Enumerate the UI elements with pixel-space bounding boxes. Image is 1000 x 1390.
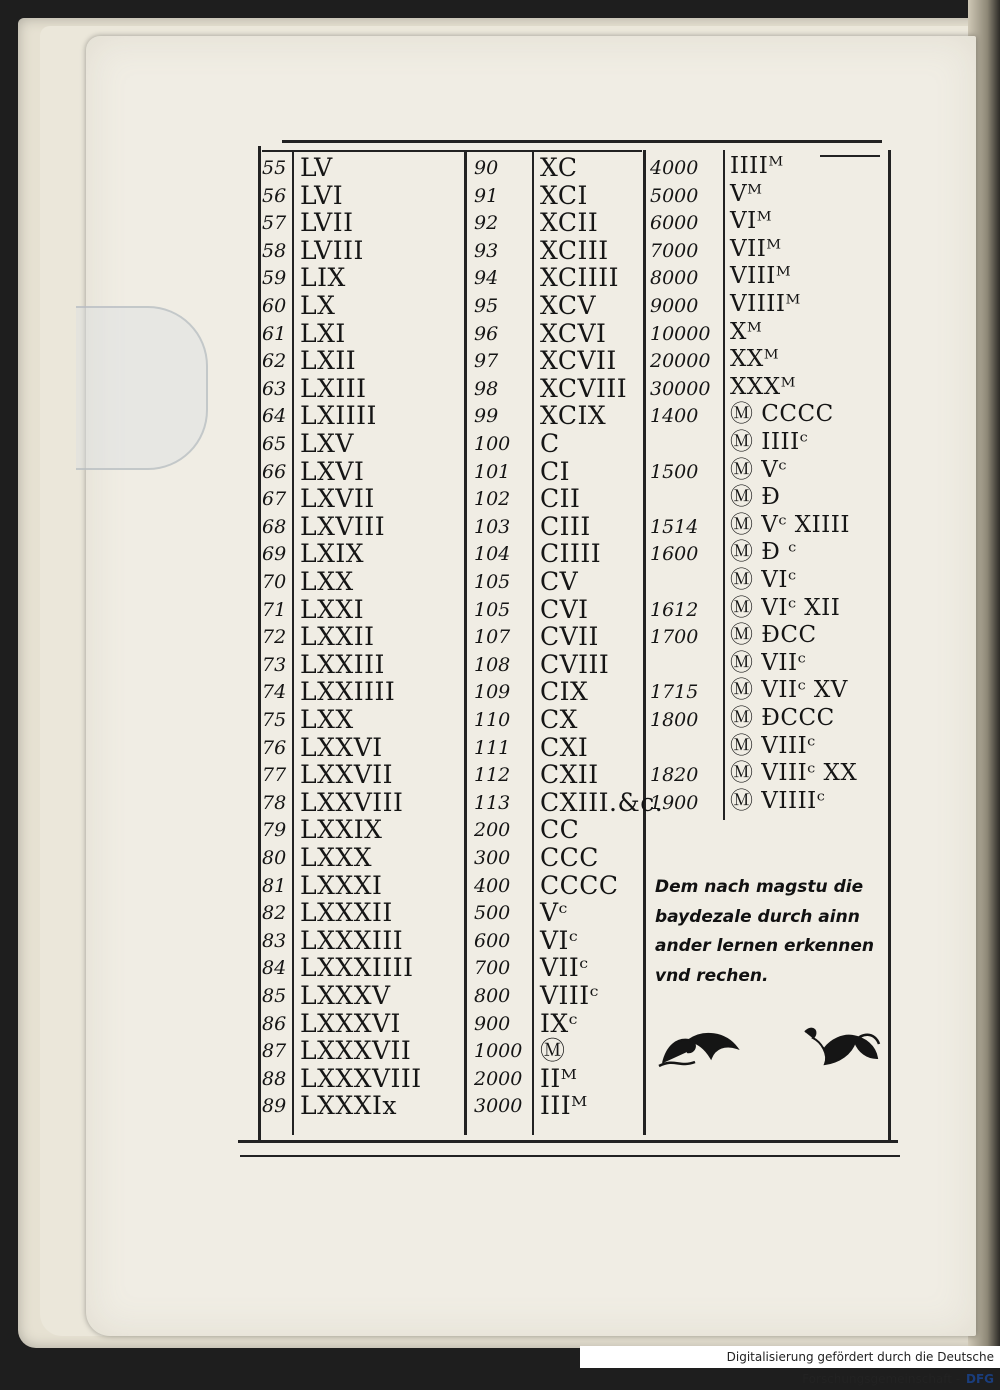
roman-numeral: VIIIᴹ [730, 263, 792, 290]
roman-numeral: LXVII [300, 484, 375, 514]
arabic-number: 73 [262, 653, 287, 676]
arabic-number: 97 [474, 350, 499, 373]
roman-numeral: XCI [540, 180, 588, 210]
roman-numeral: XCVII [540, 346, 617, 376]
roman-numeral: XCVIII [540, 373, 628, 403]
arabic-number: 1820 [650, 764, 699, 787]
roman-numeral: XCV [540, 291, 597, 320]
arabic-number: 72 [262, 626, 287, 649]
arabic-number: 1800 [650, 709, 699, 731]
roman-numeral: VIIᶜ [540, 953, 589, 983]
table-bottom-rule-inner [240, 1155, 900, 1157]
roman-numeral: LXV [300, 429, 354, 458]
roman-numeral: VIᴹ [730, 208, 773, 235]
arabic-number: 105 [474, 571, 511, 593]
roman-numeral: LVIII [300, 235, 364, 265]
roman-numeral: Ⓜ VIᶜ XII [730, 594, 841, 621]
col1-col2-divider [464, 150, 467, 1135]
roman-numeral: Ⓜ VIIIIᶜ [730, 787, 826, 814]
arabic-number: 1700 [650, 626, 699, 649]
table-top-rule-inner [262, 150, 642, 152]
arabic-number: 4000 [650, 157, 699, 179]
table-right-border [888, 150, 891, 1140]
roman-numeral: LXXXV [300, 981, 391, 1010]
arabic-number: 79 [262, 819, 287, 842]
roman-numeral: LXXIII [300, 649, 385, 679]
arabic-number: 1715 [650, 681, 699, 704]
note-line: vnd rechen. [655, 965, 769, 986]
roman-numeral: Ⓜ Ð ᶜ [730, 539, 797, 566]
closing-note [655, 873, 891, 991]
arabic-number: 77 [262, 764, 287, 787]
arabic-number: 67 [262, 488, 287, 511]
roman-numeral: CIX [540, 677, 589, 707]
roman-numeral: VIᶜ [540, 925, 579, 955]
digitization-footer [580, 1346, 1000, 1386]
arabic-number: 78 [262, 791, 287, 814]
roman-numeral: Ⓜ ÐCC [730, 622, 817, 649]
arabic-number: 81 [262, 874, 287, 897]
roman-numeral: Ⓜ Ð [730, 484, 781, 511]
roman-numeral: LXXXVII [300, 1036, 412, 1066]
roman-numeral: IIᴹ [540, 1063, 578, 1093]
arabic-number: 93 [474, 239, 499, 262]
roman-numeral: CIIII [540, 539, 602, 569]
arabic-number: 69 [262, 543, 287, 566]
note-line: Dem nach magstu die [655, 877, 864, 897]
arabic-number: 63 [262, 377, 287, 400]
roman-numeral: C [540, 429, 560, 458]
roman-numeral: Ⓜ VIIᶜ XV [730, 677, 848, 704]
arabic-number: 66 [262, 460, 287, 483]
arabic-number: 30000 [650, 377, 711, 400]
page-clip [76, 306, 208, 470]
arabic-number: 9000 [650, 295, 699, 317]
roman-numeral: Vᶜ [540, 898, 568, 928]
note-line: ander lernen erkennen [655, 936, 874, 956]
arabic-number: 1514 [650, 515, 699, 538]
roman-numeral: CXI [540, 732, 589, 762]
roman-numeral: Xᴹ [730, 318, 763, 345]
arabic-number: 6000 [650, 212, 699, 235]
note-line: baydezale durch ainn [655, 906, 860, 927]
roman-numeral: LXXXVI [300, 1008, 401, 1038]
arabic-number: 107 [474, 626, 511, 649]
roman-numeral: XXXᴹ [730, 373, 796, 400]
roman-numeral: Ⓜ IIIIᶜ [730, 429, 809, 455]
arabic-number: 3000 [474, 1095, 523, 1118]
roman-numeral: LXXXIIII [300, 953, 414, 983]
arabic-number: 61 [262, 322, 287, 345]
roman-numeral: VIIIIᴹ [730, 291, 801, 317]
arabic-number: 20000 [650, 350, 711, 373]
arabic-number: 64 [262, 405, 287, 428]
roman-numeral: CVII [540, 622, 599, 652]
roman-numeral: LXIX [300, 539, 365, 569]
roman-numeral: CII [540, 484, 581, 514]
roman-numeral: LXXII [300, 622, 375, 652]
arabic-number: 89 [262, 1095, 287, 1118]
arabic-number: 108 [474, 653, 511, 676]
arabic-number: 1900 [650, 791, 699, 814]
roman-numeral: LXXVIII [300, 787, 404, 817]
roman-numeral: LXXVII [300, 760, 394, 790]
roman-numeral: XXᴹ [730, 346, 780, 373]
arabic-number: 83 [262, 929, 287, 952]
roman-numeral: Vᴹ [730, 180, 763, 207]
roman-numeral: LXIIII [300, 401, 377, 431]
arabic-number: 111 [474, 736, 511, 759]
arabic-number: 7000 [650, 239, 699, 262]
arabic-number: 2000 [474, 1067, 523, 1090]
roman-numeral: XC [540, 153, 578, 182]
roman-numeral: LVII [300, 208, 354, 238]
roman-numeral: LXXVI [300, 732, 383, 762]
arabic-number: 103 [474, 515, 511, 538]
roman-numeral: Ⓜ VIIIᶜ [730, 732, 816, 759]
arabic-number: 87 [262, 1040, 287, 1063]
arabic-number: 8000 [650, 267, 699, 290]
arabic-number: 68 [262, 515, 287, 538]
arabic-number: 65 [262, 433, 287, 455]
arabic-number: 96 [474, 322, 499, 345]
roman-numeral: CX [540, 705, 578, 734]
arabic-number: 104 [474, 543, 511, 566]
arabic-number: 60 [262, 295, 287, 317]
arabic-number: 112 [474, 764, 511, 787]
roman-numeral: CVI [540, 594, 589, 624]
arabic-number: 10000 [650, 322, 711, 345]
arabic-number: 56 [262, 184, 287, 207]
roman-numeral: LXXIIII [300, 677, 396, 707]
dfg-logo: DFG [965, 1372, 994, 1386]
arabic-number: 71 [262, 598, 287, 621]
arabic-number: 84 [262, 957, 287, 980]
arabic-number: 90 [474, 157, 499, 179]
arabic-number: 62 [262, 350, 287, 373]
arabic-number: 700 [474, 957, 511, 980]
arabic-number: 1500 [650, 460, 699, 483]
arabic-number: 1000 [474, 1040, 523, 1063]
table-left-border [258, 146, 261, 1141]
roman-numeral: LXI [300, 318, 346, 348]
roman-numeral: VIIᴹ [730, 235, 782, 262]
arabic-number: 1400 [650, 405, 699, 428]
arabic-number: 600 [474, 929, 511, 952]
arabic-number: 59 [262, 267, 287, 290]
col2-col3-divider [643, 150, 646, 1135]
roman-numeral: LXVIII [300, 511, 386, 541]
roman-numeral: LXXXVIII [300, 1063, 422, 1093]
arabic-number: 109 [474, 681, 511, 704]
fleuron-right-icon [795, 1018, 885, 1073]
roman-numeral: LXXI [300, 594, 365, 624]
col3-number-divider [723, 150, 725, 820]
arabic-number: 100 [474, 433, 511, 455]
roman-numeral: Ⓜ VIIᶜ [730, 649, 807, 676]
arabic-number: 91 [474, 184, 499, 207]
roman-numeral: LV [300, 153, 333, 182]
arabic-number: 300 [474, 847, 511, 869]
arabic-number: 94 [474, 267, 499, 290]
arabic-number: 74 [262, 681, 287, 704]
roman-numeral: XCIII [540, 235, 609, 265]
roman-numeral: LX [300, 291, 336, 320]
roman-numeral: CC [540, 815, 580, 845]
arabic-number: 105 [474, 598, 511, 621]
arabic-number: 101 [474, 460, 511, 483]
fleuron-left-icon [655, 1018, 745, 1073]
arabic-number: 55 [262, 157, 287, 179]
arabic-number: 400 [474, 874, 511, 897]
arabic-number: 57 [262, 212, 287, 235]
arabic-number: 58 [262, 239, 287, 262]
roman-numeral: Ⓜ VIIIᶜ XX [730, 760, 858, 787]
roman-numeral: LXX [300, 567, 354, 596]
arabic-number: 1600 [650, 543, 699, 566]
arabic-number: 95 [474, 295, 499, 317]
arabic-number: 70 [262, 571, 287, 593]
roman-numeral: XCII [540, 208, 599, 238]
roman-numeral: XCIIII [540, 263, 619, 293]
arabic-number: 500 [474, 902, 511, 925]
roman-numeral: IXᶜ [540, 1008, 578, 1038]
roman-numeral: LIX [300, 263, 346, 293]
roman-numeral: LVI [300, 180, 344, 210]
roman-numeral: CCCC [540, 870, 619, 900]
arabic-number: 92 [474, 212, 499, 235]
roman-numeral: Ⓜ ÐCCC [730, 705, 835, 731]
roman-numeral: LXXXIII [300, 925, 404, 955]
roman-numeral: CVIII [540, 649, 610, 679]
arabic-number: 86 [262, 1012, 287, 1035]
roman-numeral: LXXX [300, 843, 372, 872]
roman-numeral: IIIᴹ [540, 1091, 588, 1121]
arabic-number: 98 [474, 377, 499, 400]
roman-numeral: LXXIX [300, 815, 383, 845]
arabic-number: 102 [474, 488, 511, 511]
footer-text: Digitalisierung gefördert durch die Deutsche Forschungsgemeinschaft - [726, 1350, 994, 1386]
roman-numeral: CXIII.&c. [540, 787, 664, 817]
roman-numeral: LXIII [300, 373, 367, 403]
arabic-number: 75 [262, 709, 287, 731]
roman-numeral: CIII [540, 511, 591, 541]
arabic-number: 80 [262, 847, 287, 869]
roman-numeral: VIIIᶜ [540, 981, 599, 1010]
arabic-number: 5000 [650, 184, 699, 207]
arabic-number: 85 [262, 985, 287, 1007]
roman-numeral: XCVI [540, 318, 607, 348]
arabic-number: 76 [262, 736, 287, 759]
col1-number-divider [292, 150, 294, 1135]
arabic-number: 110 [474, 709, 511, 731]
arabic-number: 1612 [650, 598, 699, 621]
roman-numeral: LXXXIx [300, 1091, 397, 1121]
table-bottom-rule [238, 1140, 898, 1143]
roman-numeral: LXVI [300, 456, 365, 486]
roman-numeral: LXXXII [300, 898, 393, 928]
arabic-number: 113 [474, 791, 511, 814]
col3-top-stroke [820, 155, 880, 157]
arabic-number: 900 [474, 1012, 511, 1035]
roman-numeral: Ⓜ CCCC [730, 401, 834, 428]
roman-numeral: Ⓜ VIᶜ [730, 567, 797, 593]
roman-numeral: CI [540, 456, 571, 486]
roman-numeral: CCC [540, 843, 599, 872]
roman-numeral: LXXXI [300, 870, 383, 900]
roman-numeral: IIIIᴹ [730, 153, 784, 179]
roman-numeral: XCIX [540, 401, 607, 431]
table-top-rule [282, 140, 882, 143]
arabic-number: 99 [474, 405, 499, 428]
roman-numeral: LXII [300, 346, 357, 376]
arabic-number: 88 [262, 1067, 287, 1090]
roman-numeral: Ⓜ [540, 1036, 566, 1066]
arabic-number: 800 [474, 985, 511, 1007]
col2-number-divider [532, 150, 534, 1135]
roman-numeral: LXX [300, 705, 354, 734]
arabic-number: 82 [262, 902, 287, 925]
roman-numeral: CV [540, 567, 579, 596]
roman-numeral: Ⓜ Vᶜ XIIII [730, 511, 850, 538]
arabic-number: 200 [474, 819, 511, 842]
roman-numeral: Ⓜ Vᶜ [730, 456, 787, 483]
roman-numeral: CXII [540, 760, 599, 790]
